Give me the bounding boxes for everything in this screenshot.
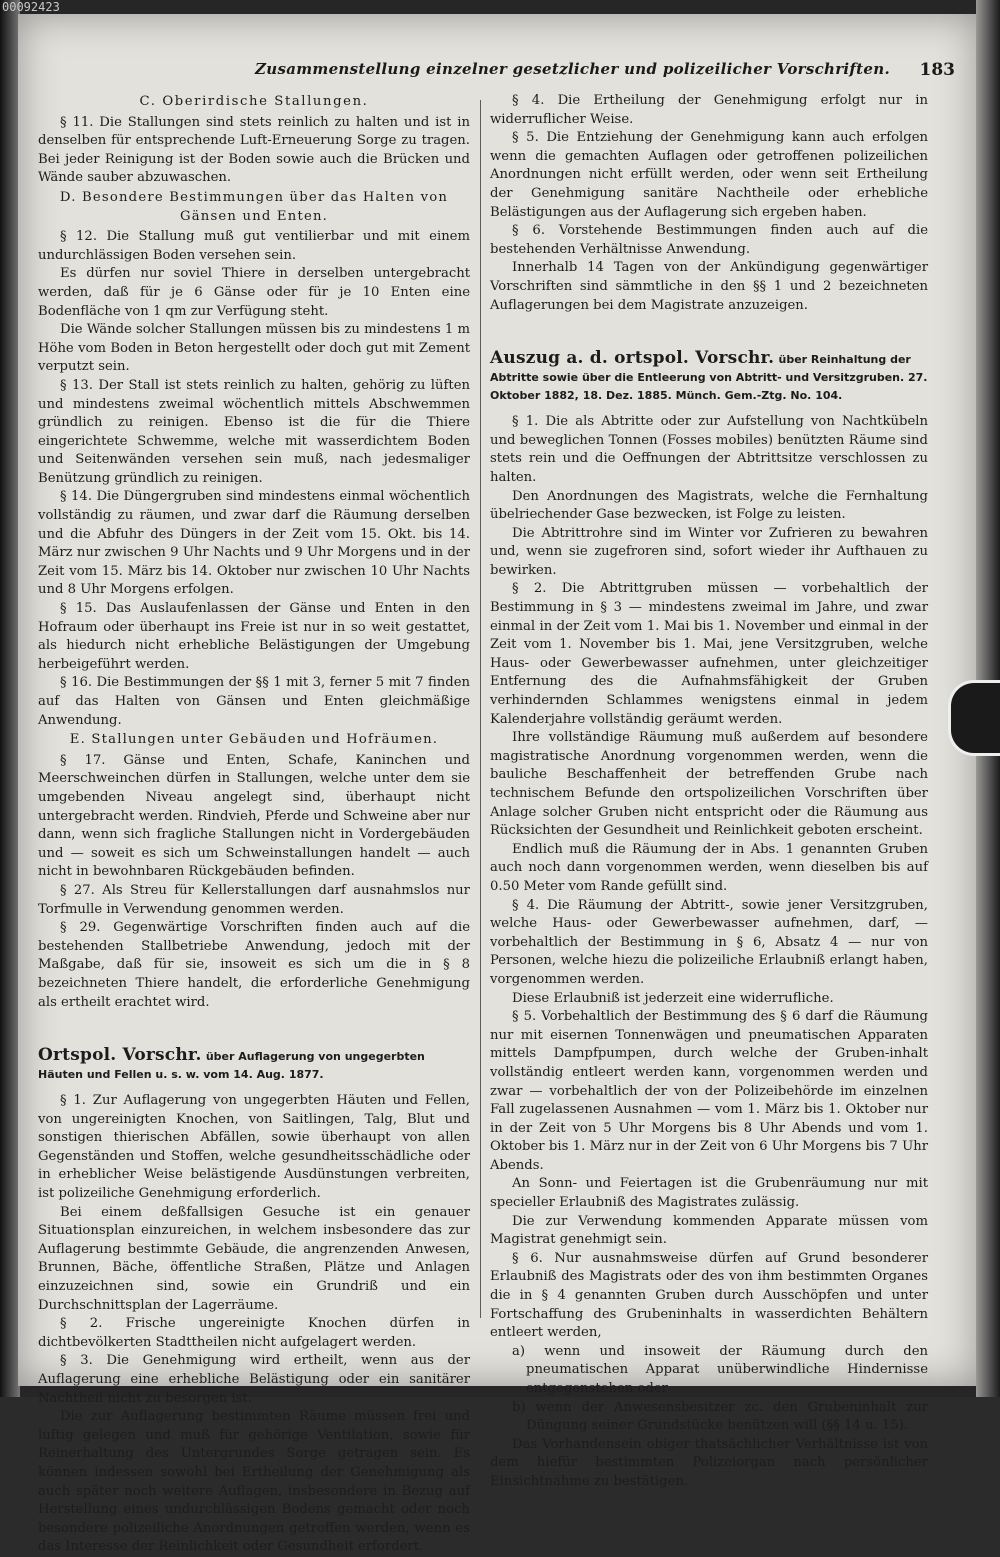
- privy-para-5a: § 5. Vorbehaltlich der Bestimmung des § 6 darf die Räumung nur mit eisernen Tonnenwägen und pneumatischen Apparaten mittels Dampfpumpen, durch welche der Gruben-inhalt vollständig entleert werden kann, vorgenommen werden und zwar — vorbehaltlich der von der Polizeibehörde im einzelnen Fall zugelassenen Ausnahmen — vom 1. März bis 1. Oktober nur in der Zeit von 5 Uhr Morgens bis 8 Uhr Abends und vom 1. Oktober bis 1. März nur in der Zeit von 6 Uhr Morgens bis 7 Uhr Abends.: [490, 1009, 928, 1173]
- section-c-heading: C. Oberirdische Stallungen.: [139, 94, 369, 109]
- excerpt-meta: über Reinhaltung der Abtritte sowie über die Entleerung von Abtritt- und Versitzgruben. 27. Oktober 1882, 18. Dez. 1885. Münch. Gem.-Ztg. No. 104.: [490, 353, 928, 403]
- para-17: § 17. Gänse und Enten, Schafe, Kaninchen und Meerschweinchen dürfen in Stallungen, welche unter dem sie umgebenden Niveau angelegt sind, überhaupt nicht untergebracht werden. Rindvieh, Pferde und Schweine aber nur dann, wenn sich fragliche Stallungen nicht in Vordergebäuden und — soweit es sich um Schweinstallungen handelt — auch nicht in bewohnbaren Rückgebäuden befinden.: [38, 752, 470, 880]
- privy-para-6a: § 6. Nur ausnahmsweise dürfen auf Grund besonderer Erlaubniß des Magistrats oder des von ihm bestimmten Organes die in § 4 genannten Gruben durch Ausschöpfen und unter Fortschaffung des Grubeninhalts in wasserdichten Behältern entleert werden,: [490, 1250, 928, 1341]
- book-spine-edge: [0, 0, 20, 1397]
- privy-para-6b: Das Vorhandensein obiger thatsächlicher Verhältnisse ist von dem hiefür bestimmten Polizeiorgan nach persönlicher Einsichtnahme zu bestätigen.: [490, 1436, 928, 1489]
- para-16: § 16. Die Bestimmungen der §§ 1 mit 3, ferner 5 mit 7 finden auf das Halten von Gänsen und Enten gleichmäßige Anwendung.: [38, 675, 470, 728]
- hides-para-3b: Die zur Auflagerung bestimmten Räume müssen frei und luftig gelegen und muß für gehörige Ventilation, sowie für Reinerhaltung des Untergrundes Sorge getragen sein. Es können indessen sowohl bei Ertheilung der Genehmigung als auch später noch weitere Auflagen, insbesondere in Bezug auf Herstellung eines undurchlässigen Bodens gemacht oder noch besondere polizeiliche Anordnungen getroffen werden, wenn es das Interesse der Reinlichkeit oder Gesundheit erfordert.: [38, 1409, 470, 1555]
- running-header: [255, 60, 955, 88]
- para-27: § 27. Als Streu für Kellerstallungen darf ausnahmslos nur Torfmulle in Verwendung genommen werden.: [38, 882, 470, 917]
- para-29: § 29. Gegenwärtige Vorschriften finden auch auf die bestehenden Stallbetriebe Anwendung, jedoch mit der Maßgabe, daß für sie, insoweit es sich um die in § 8 bezeichneten Thiere handelt, die erforderliche Genehmigung als ertheilt erachtet wird.: [38, 920, 470, 1010]
- privy-item-b: b) wenn der Anwesensbesitzer zc. den Grubeninhalt zur Düngung seiner Grundstücke benützen will (§§ 14 u. 15).: [512, 1399, 928, 1434]
- hides-para-1a: § 1. Zur Auflagerung von ungegerbten Häuten und Fellen, von ungereinigten Knochen, von Saitlingen, Talg, Blut und sonstigen thierischen Abfällen, sowie überhaupt von allen Gegenständen und Stoffen, welche gesundheitsschädliche oder in erheblicher Weise belästigende Ausdünstungen verbreiten, ist polizeiliche Genehmigung erforderlich.: [38, 1093, 470, 1202]
- hides-para-6: § 6. Vorstehende Bestimmungen finden auch auf die bestehenden Verhältnisse Anwendung.: [490, 223, 928, 257]
- section-d-heading: D. Besondere Bestimmungen über das Halten von Gänsen und Enten.: [59, 189, 449, 224]
- privy-para-4a: § 4. Die Räumung der Abtritt-, sowie jener Versitzgruben, welche Haus- oder Gewerbewasser aufnehmen, darf, — vorbehaltlich der Bestimmung in § 6, Absatz 4 — nur von Personen, welche hiezu die polizeiliche Erlaubniß erlangt haben, vorgenommen werden.: [490, 897, 928, 987]
- privy-para-2a: § 2. Die Abtrittgruben müssen — vorbehaltlich der Bestimmung in § 3 — mindestens zweimal im Jahre, und zwar einmal in der Zeit vom 1. Mai bis 1. November und einmal in der Zeit vom 1. November bis 1. Mai, jene Versitzgruben, welche Haus- oder Gewerbewasser aufnehmen, unter gleichzeitiger Entfernung des die Aufnahmsfähigkeit der Gruben verhindernden Schlammes wenigstens einmal in jedem Kalenderjahre vollständig geräumt werden.: [490, 581, 928, 727]
- privy-para-1a: § 1. Die als Abtritte oder zur Aufstellung von Nachtkübeln und beweglichen Tonnen (Fosses mobiles) benützten Räume sind stets rein und die Oeffnungen der Abtrittsitze verschlossen zu halten.: [490, 414, 928, 485]
- ordinance-title: Ortspol. Vorschr.: [38, 1045, 202, 1066]
- header-title: Zusammenstellung einzelner gesetzlicher und polizeilicher Vorschriften.: [255, 60, 890, 78]
- column-divider: [480, 100, 481, 1318]
- privy-para-2c: Endlich muß die Räumung der in Abs. 1 genannten Gruben auch noch dann vorgenommen werden, wenn dieselben bis auf 0.50 Meter vom Rande gefüllt sind.: [490, 841, 928, 894]
- para-13: § 13. Der Stall ist stets reinlich zu halten, gehörig zu lüften und mindestens zweimal wöchentlich mittels Abschwemmen gründlich zu reinigen. Ebenso ist die für die Thiere eingerichtete Schwemme, welche mit wasserdichtem Boden und Seitenwänden versehen sein muß, nach jedesmaliger Benützung gründlich zu reinigen.: [38, 377, 470, 486]
- para-15: § 15. Das Auslaufenlassen der Gänse und Enten in den Hofraum oder überhaupt ins Freie ist nur in so weit gestattet, als hiedurch nicht erhebliche Belästigungen der Umgebung herbeigeführt werden.: [38, 601, 470, 672]
- hides-para-4: § 4. Die Ertheilung der Genehmigung erfolgt nur in widerruflicher Weise.: [490, 93, 928, 127]
- para-12a: § 12. Die Stallung muß gut ventilierbar und mit einem undurchlässigen Boden versehen sein.: [38, 229, 470, 263]
- left-column: [38, 92, 470, 1557]
- ordinance-meta: über Auflagerung von ungegerbten Häuten und Fellen u. s. w. vom 14. Aug. 1877.: [38, 1050, 425, 1082]
- page-number: 183: [919, 60, 955, 80]
- privy-para-1b: Den Anordnungen des Magistrats, welche die Fernhaltung übelriechender Gase bezwecken, ist Folge zu leisten.: [490, 488, 928, 523]
- privy-para-1c: Die Abtrittrohre sind im Winter vor Zufrieren zu bewahren und, wenn sie zugefroren sind, sofort wieder ihr Aufthauen zu bewirken.: [490, 525, 928, 578]
- para-12c: Die Wände solcher Stallungen müssen bis zu mindestens 1 m Höhe vom Boden in Beton hergestellt oder doch gut mit Zement verputzt sein.: [38, 322, 470, 375]
- para-11: § 11. Die Stallungen sind stets reinlich zu halten und ist in denselben für entsprechende Luft-Erneuerung Sorge zu tragen. Bei jeder Reinigung ist der Boden sowie auch die Brücken und Wände sauber abzuwaschen.: [38, 114, 470, 186]
- hides-para-2: § 2. Frische ungereinigte Knochen dürfen in dichtbevölkerten Stadttheilen nicht aufgelagert werden.: [38, 1316, 470, 1350]
- privy-para-5c: Die zur Verwendung kommenden Apparate müssen vom Magistrat genehmigt sein.: [490, 1213, 928, 1248]
- privy-para-2b: Ihre vollständige Räumung muß außerdem auf besondere magistratische Anordnung vorgenommen werden, wenn die bauliche Beschaffenheit der betreffenden Grube nach technischem Befunde den ortspolizeilichen Vorschriften über Anlage solcher Gruben nicht entspricht oder die Räumung aus Rücksichten der Gesundheit und Reinlichkeit geboten erscheint.: [490, 730, 928, 839]
- hides-para-3a: § 3. Die Genehmigung wird ertheilt, wenn aus der Auflagerung eine erhebliche Belästigung oder ein sanitärer Nachtheil nicht zu besorgen ist.: [38, 1353, 470, 1406]
- para-14: § 14. Die Düngergruben sind mindestens einmal wöchentlich vollständig zu räumen, und zwar darf die Räumung derselben und die Abfuhr des Düngers in der Zeit vom 15. Okt. bis 14. März nur zwischen 9 Uhr Nachts und 9 Uhr Morgens und in der Zeit vom 15. März bis 14. Oktober nur zwischen 10 Uhr Nachts und 8 Uhr Morgens erfolgen.: [38, 489, 470, 598]
- hides-para-1b: Bei einem deßfallsigen Gesuche ist ein genauer Situationsplan einzureichen, in welchem insbesondere das zur Auflagerung bestimmte Gebäude, die angrenzenden Anwesen, Brunnen, Bäche, öffentliche Straßen, Plätze und Anlagen einzuzeichnen sind, sowie ein Grundriß und ein Durchschnittsplan der Lagerräume.: [38, 1204, 470, 1313]
- hides-para-final: Innerhalb 14 Tagen von der Ankündigung gegenwärtiger Vorschriften sind sämmtliche in den §§ 1 und 2 bezeichneten Auflagerungen bei dem Magistrate anzuzeigen.: [490, 260, 928, 313]
- excerpt-title: Auszug a. d. ortspol. Vorschr.: [490, 348, 775, 369]
- section-e-heading: E. Stallungen unter Gebäuden und Hofräumen.: [69, 732, 439, 748]
- para-12b: Es dürfen nur soviel Thiere in derselben untergebracht werden, daß für je 6 Gänse oder für je 10 Enten eine Bodenfläche von 1 qm zur Verfügung steht.: [38, 266, 470, 319]
- ordinance-heading-privies: [490, 349, 928, 405]
- right-column: [490, 92, 928, 1492]
- privy-para-5b: An Sonn- und Feiertagen ist die Grubenräumung nur mit specieller Erlaubniß des Magistrates zulässig.: [490, 1176, 928, 1211]
- ordinance-heading-hides: [38, 1046, 470, 1084]
- privy-para-4b: Diese Erlaubniß ist jederzeit eine widerrufliche.: [512, 990, 834, 1006]
- privy-item-a: a) wenn und insoweit der Räumung durch den pneumatischen Apparat unüberwindliche Hindernisse entgegenstehen oder: [512, 1343, 928, 1396]
- scan-id: 00092423: [2, 0, 60, 14]
- page-tab-marker: [948, 680, 1000, 756]
- hides-para-5: § 5. Die Entziehung der Genehmigung kann auch erfolgen wenn die gemachten Auflagen oder getroffenen polizeilichen Anordnungen nicht erfüllt werden, oder wenn seit Ertheilung der Genehmigung sanitäre Nachtheile oder erhebliche Belästigungen aus der Auflagerung sich ergeben haben.: [490, 130, 928, 220]
